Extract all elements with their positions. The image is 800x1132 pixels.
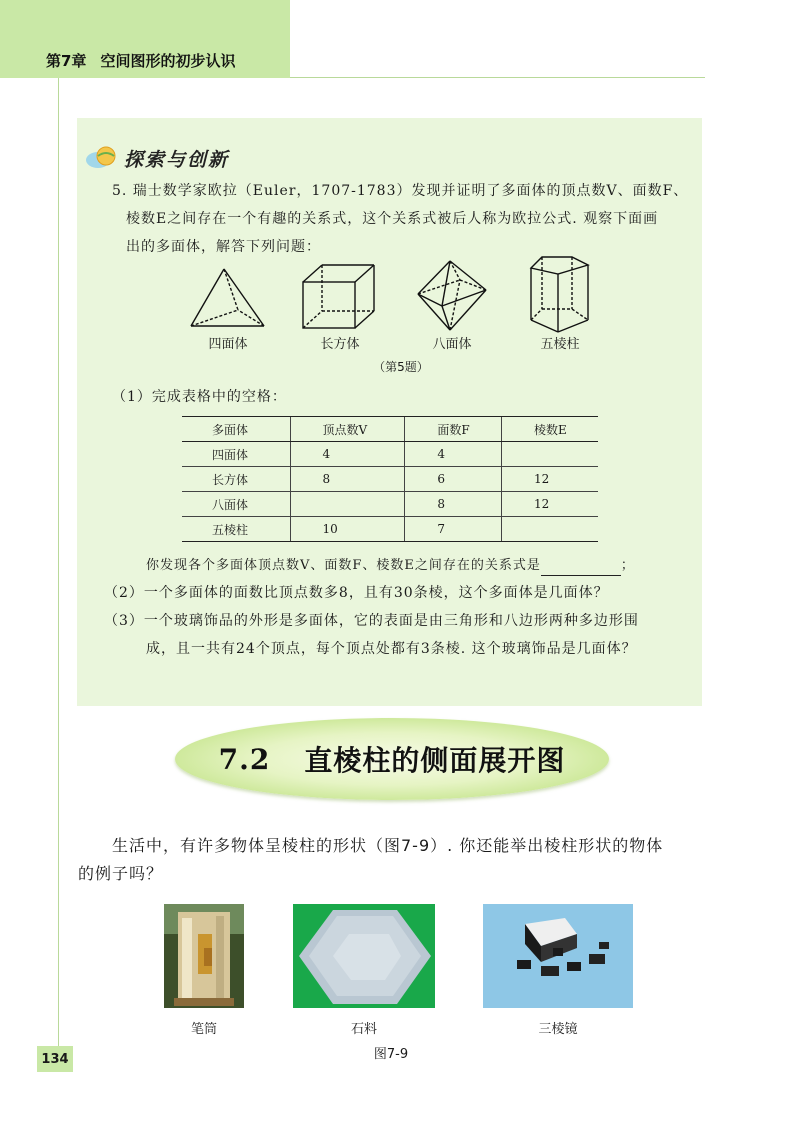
question-2: （2）一个多面体的面数比顶点数多8，且有30条棱，这个多面体是几面体？ xyxy=(104,585,609,601)
table-cell: 8 xyxy=(290,467,405,492)
table-cell: 4 xyxy=(405,442,502,467)
table-cell: 4 xyxy=(290,442,405,467)
table-cell: 8 xyxy=(405,492,502,517)
shape-label-tetrahedron: 四面体 xyxy=(208,337,248,352)
chapter-number: 第7章 xyxy=(46,52,87,70)
table-cell: 五棱柱 xyxy=(182,517,290,542)
margin-rule xyxy=(58,78,59,1048)
polyhedra-table xyxy=(182,416,598,542)
table-cell xyxy=(501,442,598,467)
explore-title: 探索与创新 xyxy=(124,148,230,171)
section-number: 7.2 xyxy=(218,742,271,776)
table-cell xyxy=(290,492,405,517)
table-row xyxy=(182,492,598,517)
figure-caption-7-9: 图7-9 xyxy=(373,1047,409,1062)
table-cell: 长方体 xyxy=(182,467,290,492)
pen-holder-photo xyxy=(164,904,244,1008)
intro-line-2: 的例子吗？ xyxy=(78,864,164,883)
header-rule xyxy=(290,77,705,78)
relation-prefix: 你发现各个多面体顶点数V、面数F、棱数E之间存在的关系式是 xyxy=(146,558,541,573)
page-number: 134 xyxy=(37,1046,73,1072)
table-cell: 12 xyxy=(501,492,598,517)
relation-suffix: ； xyxy=(620,558,635,573)
problem-line-3: 出的多面体，解答下列问题： xyxy=(126,239,321,255)
table-cell: 10 xyxy=(290,517,405,542)
photo-label-prism: 三棱镜 xyxy=(538,1022,578,1037)
explore-heading xyxy=(84,143,229,173)
photo-label-stone: 石料 xyxy=(350,1022,377,1037)
octahedron-figure xyxy=(414,258,490,334)
question-3-line-2: 成，且一共有24个顶点，每个顶点处都有3条棱. 这个玻璃饰品是几面体？ xyxy=(146,641,637,657)
question-1: （1）完成表格中的空格： xyxy=(112,389,287,405)
chapter-heading xyxy=(46,50,249,71)
relation-line xyxy=(146,556,635,576)
stone-block-photo xyxy=(293,904,435,1008)
question-3-line-1: （3）一个玻璃饰品的外形是多面体，它的表面是由三角形和八边形两种多边形围 xyxy=(104,613,639,629)
intro-line-1: 生活中，有许多物体呈棱柱的形状（图7-9）. 你还能举出棱柱形状的物体 xyxy=(112,836,664,855)
table-header-cell: 多面体 xyxy=(182,417,290,442)
section-heading xyxy=(175,718,609,800)
chapter-title: 空间图形的初步认识 xyxy=(100,52,236,70)
problem-line-2: 棱数E之间存在一个有趣的关系式，这个关系式被后人称为欧拉公式. 观察下面画 xyxy=(126,211,659,227)
table-cell: 6 xyxy=(405,467,502,492)
shape-label-pentagonal-prism: 五棱柱 xyxy=(540,337,580,352)
table-cell: 四面体 xyxy=(182,442,290,467)
table-header-cell: 顶点数V xyxy=(290,417,405,442)
shape-label-octahedron: 八面体 xyxy=(432,337,472,352)
table-row xyxy=(182,467,598,492)
table-cell: 7 xyxy=(405,517,502,542)
prism-photo xyxy=(483,904,633,1008)
figure-caption-problem5: （第5题） xyxy=(373,360,429,374)
table-header-cell: 面数F xyxy=(405,417,502,442)
table-header-cell: 棱数E xyxy=(501,417,598,442)
table-row xyxy=(182,442,598,467)
cuboid-figure xyxy=(300,262,378,332)
tetrahedron-figure xyxy=(188,266,268,330)
table-row xyxy=(182,517,598,542)
pentagonal-prism-figure xyxy=(528,254,592,336)
table-cell: 12 xyxy=(501,467,598,492)
table-cell xyxy=(501,517,598,542)
table-cell: 八面体 xyxy=(182,492,290,517)
table-header-row xyxy=(182,417,598,442)
photo-label-pen-holder: 笔筒 xyxy=(190,1022,217,1037)
problem-line-1: 5. 瑞士数学家欧拉（Euler，1707-1783）发现并证明了多面体的顶点数V、面数F、 xyxy=(112,183,689,199)
relation-blank xyxy=(541,562,621,576)
section-title: 直棱柱的侧面展开图 xyxy=(304,744,566,777)
shape-label-cuboid: 长方体 xyxy=(320,337,360,352)
explore-globe-icon xyxy=(84,145,118,171)
